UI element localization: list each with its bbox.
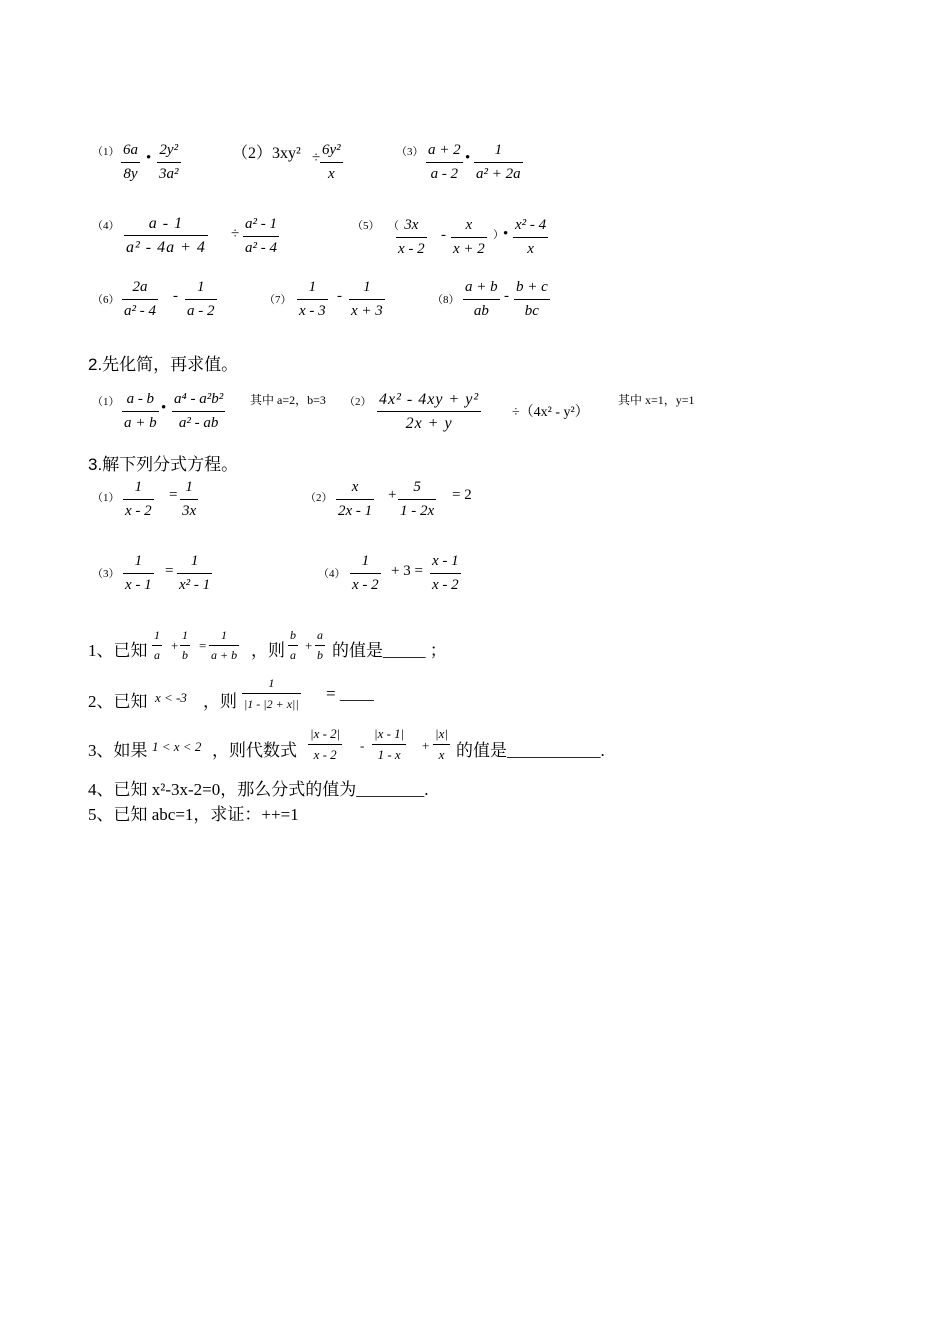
denominator: |1 - |2 + x|| xyxy=(244,697,299,711)
fraction xyxy=(350,552,381,595)
operator: + xyxy=(388,487,397,503)
denominator: x - 2 xyxy=(398,241,425,257)
numerator: 1 xyxy=(182,628,188,642)
numerator: x xyxy=(465,217,473,233)
operator: ÷ xyxy=(231,226,240,242)
numerator: 3x xyxy=(404,217,419,233)
fraction xyxy=(288,628,298,663)
numerator: 1 xyxy=(268,676,275,690)
condition: x < -3 xyxy=(155,690,187,705)
numerator: x² - 4 xyxy=(515,217,547,233)
right-paren: ） xyxy=(493,229,504,241)
denominator: a² + 2a xyxy=(476,166,521,182)
question-text: 的值是___________. xyxy=(456,741,605,760)
problem-label: （4） xyxy=(318,568,346,580)
denominator: x - 2 xyxy=(125,503,152,519)
operator: - xyxy=(441,227,446,243)
problem-label: （2）3xy² xyxy=(232,145,301,162)
numerator: 4x² - 4xy + y² xyxy=(379,391,480,408)
fraction xyxy=(426,141,463,184)
fraction xyxy=(297,278,328,321)
fraction xyxy=(172,390,225,433)
fraction xyxy=(349,278,385,321)
fraction xyxy=(336,478,374,521)
numerator: 2a xyxy=(132,279,148,295)
condition-text: 其中 x=1，y=1 xyxy=(618,393,695,407)
fraction xyxy=(180,628,190,663)
numerator: 1 xyxy=(190,553,199,569)
denominator: a + b xyxy=(211,648,238,662)
denominator: 1 - x xyxy=(377,747,401,762)
fraction xyxy=(433,726,450,763)
numerator: 6y² xyxy=(322,142,341,158)
operator: • xyxy=(161,400,167,416)
problem-label: （7） xyxy=(264,294,292,306)
problem-label: （5） xyxy=(352,220,380,232)
numerator: 1 xyxy=(185,479,193,495)
denominator: x - 1 xyxy=(125,577,152,593)
question-prefix: 2、已知 xyxy=(88,692,148,711)
left-paren: （ xyxy=(388,220,399,232)
numerator: b xyxy=(290,628,296,642)
fraction xyxy=(377,390,481,433)
operator: = xyxy=(199,638,207,653)
numerator: a + 2 xyxy=(428,142,461,158)
numerator: b + c xyxy=(516,279,548,295)
numerator: 1 xyxy=(134,479,143,495)
problem-label: （6） xyxy=(92,294,120,306)
question-5: 5、已知 abc=1，求证：++=1 xyxy=(88,805,299,824)
numerator: 2y² xyxy=(159,142,179,158)
fraction xyxy=(180,478,198,521)
fraction xyxy=(177,552,212,595)
operator: • xyxy=(503,226,509,242)
question-prefix: 1、已知 xyxy=(88,641,148,660)
operator: = xyxy=(169,487,178,503)
operator: - xyxy=(360,738,365,753)
numerator: a xyxy=(317,628,323,642)
right-hand-side: = 2 xyxy=(452,487,472,503)
denominator: 8y xyxy=(123,166,138,182)
denominator: 1 - 2x xyxy=(400,503,435,519)
operator: • xyxy=(465,150,471,166)
operator: + xyxy=(305,638,313,653)
fraction xyxy=(514,278,550,321)
numerator: 6a xyxy=(123,142,138,158)
numerator: 1 xyxy=(197,279,205,295)
denominator: x + 3 xyxy=(351,303,383,319)
fraction xyxy=(242,676,301,712)
denominator: x² - 1 xyxy=(179,577,211,593)
fraction xyxy=(152,628,162,663)
question-text: ，则 xyxy=(203,692,237,711)
numerator: |x - 1| xyxy=(374,726,405,741)
problem-label: （8） xyxy=(432,294,460,306)
numerator: 1 xyxy=(361,553,370,569)
fraction xyxy=(513,216,548,259)
problem-label: （3） xyxy=(396,146,424,158)
denominator: x + 2 xyxy=(453,241,485,257)
numerator: a - 1 xyxy=(148,215,184,232)
numerator: 1 xyxy=(134,553,143,569)
numerator: a + b xyxy=(465,279,498,295)
denominator: a² - 4 xyxy=(124,303,156,319)
operator: - xyxy=(337,288,342,304)
fraction xyxy=(372,726,406,763)
denominator: b xyxy=(182,648,188,662)
fraction xyxy=(122,278,158,321)
section-title: 3.解下列分式方程。 xyxy=(88,455,239,474)
question-text: ，则 xyxy=(251,641,285,660)
denominator: a² - 4 xyxy=(245,240,277,256)
denominator: x - 2 xyxy=(313,747,337,762)
fraction xyxy=(320,141,343,184)
operator: ÷ xyxy=(312,150,321,166)
fraction xyxy=(398,478,436,521)
condition: 1 < x < 2 xyxy=(152,739,202,754)
denominator: a xyxy=(154,648,160,662)
operator: - xyxy=(173,288,178,304)
denominator: a - 2 xyxy=(430,166,459,182)
operator: = xyxy=(165,563,174,579)
fraction xyxy=(308,726,342,763)
denominator: a xyxy=(290,648,296,662)
denominator: x - 3 xyxy=(299,303,326,319)
operator: + xyxy=(422,738,430,753)
denominator: x xyxy=(438,747,445,762)
question-text: = ____ xyxy=(326,684,374,703)
denominator: ab xyxy=(473,303,489,319)
operator: + 3 = xyxy=(391,563,423,579)
question-prefix: 3、如果 xyxy=(88,741,148,760)
problem-label: （2） xyxy=(344,396,372,408)
denominator: 3a² xyxy=(159,166,179,182)
question-text: 的值是_____ ； xyxy=(332,641,447,660)
denominator: b xyxy=(317,648,323,662)
condition-text: 其中 a=2，b=3 xyxy=(250,393,326,407)
numerator: a⁴ - a²b² xyxy=(174,391,224,407)
denominator: a - 2 xyxy=(187,303,215,319)
fraction xyxy=(124,214,208,257)
numerator: 1 xyxy=(363,279,371,295)
question-text: ，则代数式 xyxy=(212,741,297,760)
fraction xyxy=(315,628,325,663)
problem-label: （1） xyxy=(92,492,120,504)
numerator: a - b xyxy=(126,391,155,407)
question-4: 4、已知 x²-3x-2=0，那么分式的值为________. xyxy=(88,780,429,799)
problem-label: （4） xyxy=(92,220,120,232)
numerator: x - 1 xyxy=(432,553,459,569)
numerator: a² - 1 xyxy=(245,216,277,232)
fraction xyxy=(430,552,461,595)
operator: + xyxy=(171,638,179,653)
denominator: 2x - 1 xyxy=(338,503,373,519)
operator: - xyxy=(504,288,509,304)
problem-label: （2） xyxy=(305,492,333,504)
fraction xyxy=(463,278,500,321)
numerator: 5 xyxy=(413,479,421,495)
fraction xyxy=(209,628,239,663)
denominator: x - 2 xyxy=(352,577,379,593)
fraction xyxy=(157,141,181,184)
section-title: 2.先化简，再求值。 xyxy=(88,355,239,374)
denominator: a² - ab xyxy=(178,415,219,431)
numerator: x xyxy=(351,479,359,495)
denominator: 2x + y xyxy=(405,415,453,432)
fraction xyxy=(243,215,279,258)
numerator: 1 xyxy=(308,279,317,295)
operator: • xyxy=(146,150,152,166)
problem-label: （1） xyxy=(92,396,120,408)
problem-label: （1） xyxy=(92,146,120,158)
fraction xyxy=(122,390,159,433)
denominator: bc xyxy=(524,303,539,319)
fraction xyxy=(451,216,487,259)
denominator: a² - 4a + 4 xyxy=(126,239,206,256)
fraction xyxy=(123,478,154,521)
denominator: x - 2 xyxy=(432,577,459,593)
fraction xyxy=(185,278,217,321)
fraction xyxy=(474,141,523,184)
numerator: 1 xyxy=(494,142,503,158)
numerator: |x| xyxy=(435,726,448,741)
numerator: |x - 2| xyxy=(310,726,341,741)
fraction xyxy=(123,552,154,595)
denominator: x xyxy=(527,241,534,257)
numerator: 1 xyxy=(221,628,228,642)
operator: ÷（4x² - y²） xyxy=(512,405,589,420)
numerator: 1 xyxy=(154,628,160,642)
fraction xyxy=(396,216,427,259)
denominator: x xyxy=(327,166,335,182)
fraction xyxy=(121,141,140,184)
problem-label: （3） xyxy=(92,568,120,580)
denominator: 3x xyxy=(182,503,197,519)
denominator: a + b xyxy=(124,415,157,431)
